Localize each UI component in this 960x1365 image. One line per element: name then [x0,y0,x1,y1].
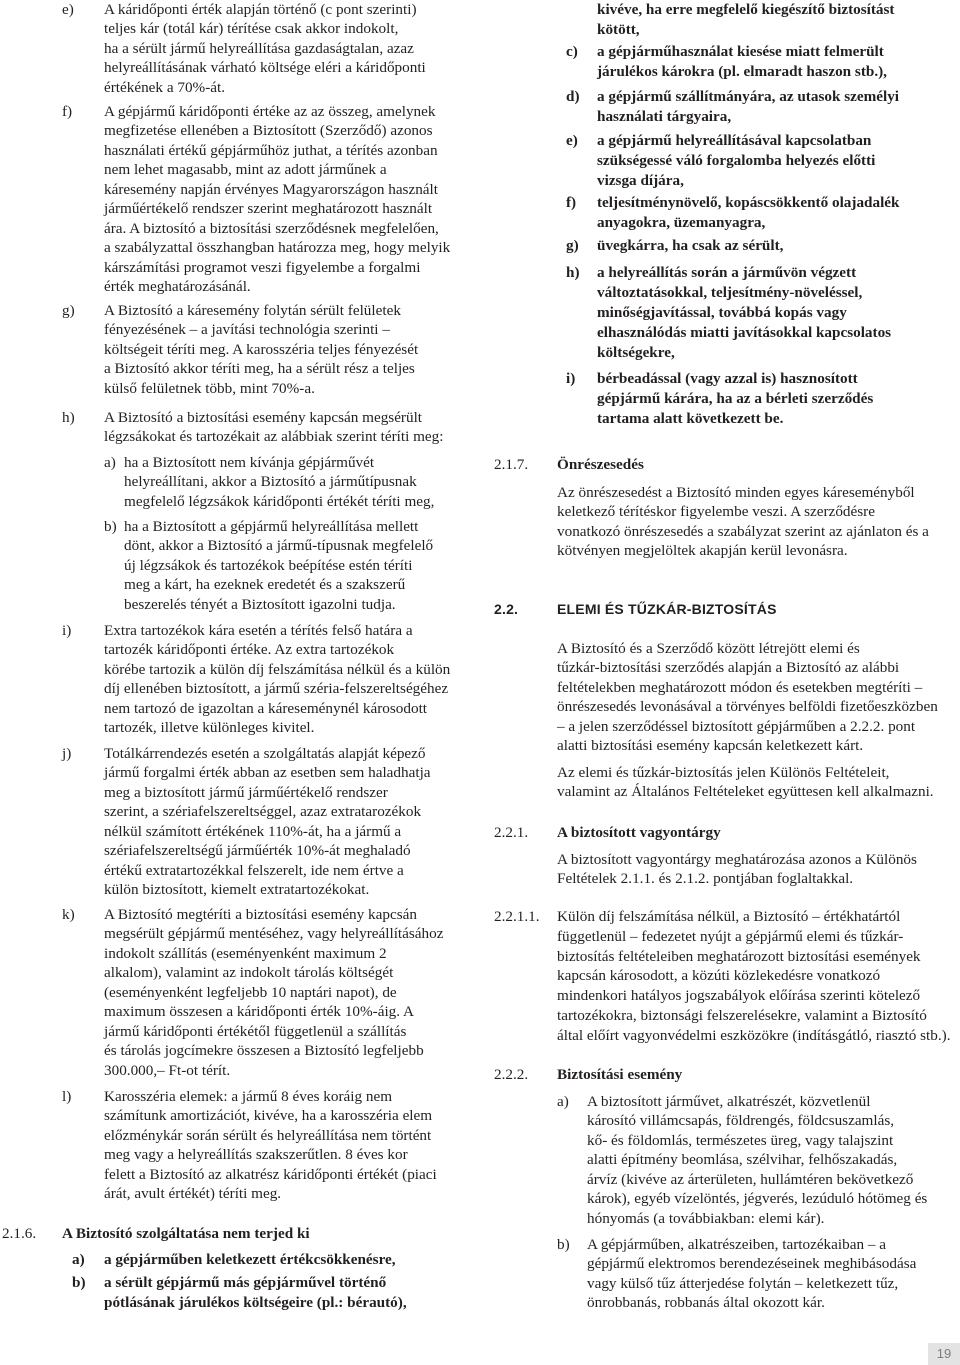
insured-event-text: A biztosított járművet, alkatrészét, közvetlenül károsító villámcsapás, földrengés, földcsuszamlás, kő- és földomlás, természetes üreg, vagy talajszint alatti építmény beomlása, szélvihar, felhőszakadás, árvíz (kivéve az árterületen, hullámtéren bekövetkező károk), egyéb vízelöntés, jégverés, lezúduló hótömeg és hónyomás (a továbbiakban: elemi kár). [587,1093,928,1227]
exclusion-item-h [566,263,958,363]
list-item-text: A káridőponti érték alapján történő (c pont szerinti) teljes kár (totál kár) térítése csak akkor indokolt, ha a sérült jármű helyreállítása gazdaságtalan, azaz helyreállításának várható költsége eléri a káridőponti értékének a 70%-át. [104,1,426,96]
list-item-text: A gépjármű káridőponti értéke az az összeg, amelynek megfizetése ellenében a Biztosított (Szerződő) azonos használati értékű gépjárműhöz juthat, a térítés azonban nem lehet magasabb, mint az adott járműnek a káresemény napján érvényes Magyarországon használt járműértékelő rendszer szerint meghatározott használt ára. A biztosító a biztosítási szerződésnek megfelelően, a szabályzattal összhangban határozza meg, hogy melyik kárszámítási programot veszi figyelembe a forgalmi érték meghatározásánál. [104,103,451,296]
exclusion-item-text: üvegkárra, ha csak az sérült, [597,237,784,254]
paragraph-text: Az önrészesedést a Biztosító minden egyes káreseményből keletkező térítéskor figyelembe veszi. A szerződésre vonatkozó önrészesedés a szabályzat szerint az ajánlaton és a kötvényen megjelöltek akapján kerül levonásra. [557,484,929,560]
insured-event-item-b [557,1235,958,1313]
paragraph-text: Az elemi és tűzkár-biztosítás jelen Különös Feltételeit, valamint az Általános Feltételeket együttesen kell alkalmazni. [557,764,934,801]
exclusion-item-d [566,87,958,127]
exclusion-item-label: i) [566,370,576,387]
section-2-2-paragraph-2 [557,763,958,802]
section-number: 2.1.6. [2,1225,37,1242]
section-2-2-2-heading [494,1065,958,1084]
list-item-h [62,408,465,447]
exclusion-item-text: a gépjármű szállítmányára, az utasok személyi használati tárgyaira, [597,88,900,125]
list-item-label: f) [62,103,73,120]
insured-event-label: a) [557,1093,569,1110]
paragraph-text: Külön díj felszámítása nélkül, a Biztosító – értékhatártól függetlenül – fedezetet nyújt a gépjármű elemi és tűzkár- biztosítás feltételeiben meghatározott biztosítási események kapcsán károsodott, a közúti közlekedésre vonatkozó mindenkori hatályos jogszabályok előírása szerinti kötelező tartozékokra, biztonsági felszerelésekre, valamint a Biztosító által előírt vagyonvédelmi eszközökre (indításgátló, riasztó stb.). [557,908,951,1044]
list-item-label: k) [62,906,75,923]
exclusion-item-text: a gépjármű helyreállításával kapcsolatban szükségessé váló forgalomba helyezés előtti vizsga díjára, [597,132,876,189]
section-number: 2.1.7. [494,456,529,473]
section-number: 2.2.1. [494,824,529,841]
list-subitem-text: ha a Biztosított nem kívánja gépjárművét helyreállítani, akkor a Biztosító a járműtípusnak megfelelő légzsákok káridőponti értékét téríti meg, [124,454,435,510]
insured-event-text: A gépjárműben, alkatrészeiben, tartozékaiban – a gépjármű elektromos berendezéseinek meghibásodása vagy külső tűz átterjedése folytán – keletkezett tűz, önrobbanás, robbanás által okozott kár. [587,1236,917,1312]
section-title: ELEMI ÉS TŰZKÁR-BIZTOSÍTÁS [557,601,777,617]
exclusion-item-text: a gépjárműben keletkezett értékcsökkenésre, [104,1251,396,1268]
section-number: 2.2.2. [494,1066,529,1083]
paragraph-text: A Biztosító és a Szerződő között létrejött elemi és tűzkár-biztosítási szerződés alapján a Biztosító az alábbi feltételekben meghatározott módon és esetekben megtéríti – önrészesedés levonásával a törvényes belföldi fizetőeszközben – a jelen szerződéssel biztosított gépjárműben a 2.2.2. pont alatti biztosítási esemény kapcsán keletkezett kárt. [557,640,938,755]
exclusion-item-label: c) [566,43,578,60]
list-subitem-label: b) [104,518,117,535]
list-item-label: l) [62,1088,72,1105]
exclusion-item-f [566,193,958,233]
list-item-label: h) [62,409,75,426]
exclusion-item-text: kivéve, ha erre megfelelő kiegészítő biztosítást kötött, [597,1,895,38]
exclusion-item-a [72,1250,465,1270]
insured-event-label: b) [557,1236,570,1253]
insured-event-item-a [557,1092,958,1228]
list-item-label: j) [62,745,72,762]
list-item-text: A Biztosító megtéríti a biztosítási esemény kapcsán megsérült gépjármű mentéséhez, vagy helyreállításához indokolt szállítás (eseményenként maximum 2 alkalom), valamint az indokolt tárolás költségét (eseményenként legfeljebb 10 naptári napot), de maximum összesen a káridőponti érték 10%-áig. A jármű káridőponti értékétől függetlenül a szállítás és tárolás jogcímekre összesen a Biztosító legfeljebb 300.000,– Ft-ot térít. [104,906,444,1079]
list-subitem-label: a) [104,454,116,471]
list-subitem-text: ha a Biztosított a gépjármű helyreállítása mellett dönt, akkor a Biztosító a jármű-típusnak megfelelő új légzsákok és tartozékok beépítése estén téríti meg a kárt, ha ezeknek eredetét és a szakszerű beszerelés tényét a Biztosított igazolni tudja. [124,518,434,613]
exclusion-item-label: d) [566,88,580,105]
exclusion-item-text: teljesítménynövelő, kopáscsökkentő olajadalék anyagokra, üzemanyagra, [597,194,900,231]
list-item-j [62,744,465,900]
section-2-2-heading [494,600,958,619]
section-2-2-paragraph-1 [557,639,958,756]
section-2-1-7-paragraph [557,483,958,561]
section-title: Önrészesedés [557,456,644,473]
exclusion-item-i [566,369,958,429]
exclusion-item-e [566,131,958,191]
exclusion-item-text: a helyreállítás során a járművön végzett változtatásokkal, teljesítmény-növeléssel, minőségjavítással, továbbá kopás vagy elhasználódás miatti javításokkal kapcsolatos költségekre, [597,264,892,361]
exclusion-item-text: a sérült gépjármű más gépjárművel történő pótlásának járulékos költségeire (pl.: bérautó), [104,1274,407,1311]
exclusion-item-text: a gépjárműhasználat kiesése miatt felmerült járulékos károkra (pl. elmaradt haszon stb.), [597,43,887,80]
page-number: 19 [936,1346,952,1361]
list-item-e [62,0,465,97]
section-2-1-7-heading [494,455,958,474]
section-2-2-1-heading [494,823,958,842]
section-number: 2.2.1.1. [494,908,540,925]
section-title: A biztosított vagyontárgy [557,824,721,841]
section-2-1-6-heading [2,1224,465,1243]
section-title: Biztosítási esemény [557,1066,683,1083]
exclusion-item-b [72,1273,465,1313]
list-item-label: e) [62,1,74,18]
section-2-2-1-1 [494,907,958,1046]
list-item-label: g) [62,302,75,319]
list-item-i [62,621,465,738]
list-item-l [62,1087,465,1204]
list-item-k [62,905,465,1080]
list-item-g [62,301,465,398]
exclusion-item-b-continued [597,0,958,40]
list-item-text: Karosszéria elemek: a jármű 8 éves koráig nem számítunk amortizációt, kivéve, ha a karosszéria elem előzménykár során sérült és helyreállítása nem történt meg vagy a helyreállítás szakszerűtlen. 8 éves kor felett a Biztosító az alkatrész káridőponti értékét (piaci árát, avult értékét) téríti meg. [104,1088,437,1203]
list-subitem-h-b [104,517,465,614]
exclusion-item-label: g) [566,237,579,254]
exclusion-item-label: a) [72,1251,85,1268]
list-item-f [62,102,465,297]
list-item-label: i) [62,622,72,639]
list-subitem-h-a [104,453,465,511]
list-item-text: Extra tartozékok kára esetén a térítés felső határa a tartozék káridőponti értéke. Az extra tartozékok körébe tartozik a külön díj felszámítása nélkül és a külön díj ellenében biztosított, a jármű széria-felszereltségéhez nem tartozó de igazoltan a káreseménynél károsodott tartozék, illetve különleges kivitel. [104,622,451,737]
exclusion-item-label: b) [72,1274,86,1291]
section-number: 2.2. [494,601,519,617]
exclusion-item-label: f) [566,194,577,211]
exclusion-item-text: bérbeadással (vagy azzal is) hasznosított gépjármű kárára, ha az a bérleti szerződés tartama alatt következett be. [597,370,874,427]
section-2-2-1-paragraph [557,850,958,889]
section-title: A Biztosító szolgáltatása nem terjed ki [62,1225,310,1242]
page-number-box [928,1343,960,1365]
paragraph-text: A biztosított vagyontárgy meghatározása azonos a Különös Feltételek 2.1.1. és 2.1.2. pontjában foglaltakkal. [557,851,917,888]
list-item-text: Totálkárrendezés esetén a szolgáltatás alapját képező jármű forgalmi érték abban az esetben sem haladhatja meg a biztosított jármű járműértékelő rendszer szerint, a szériafelszereltséggel, azaz extratarozékok nélkül számított értékének 110%-át, ha a jármű a szériafelszereltségű járműérték 10%-át meghaladó értékű extratartozékkal felszerelt, ide nem értve a külön biztosított, kiemelt extratartozékokat. [104,745,431,899]
exclusion-item-c [566,42,958,82]
list-item-text: A Biztosító a biztosítási esemény kapcsán megsérült légzsákokat és tartozékait az alábbiak szerint téríti meg: [104,409,444,446]
exclusion-item-g [566,236,958,256]
list-item-text: A Biztosító a káresemény folytán sérült felületek fényezésének – a javítási technológia szerinti – költségeit téríti meg. A karosszéria teljes fényezését a Biztosító akkor téríti meg, ha a sérült rész a teljes külső felületnek több, mint 70%-a. [104,302,419,397]
exclusion-item-label: h) [566,264,580,281]
exclusion-item-label: e) [566,132,578,149]
